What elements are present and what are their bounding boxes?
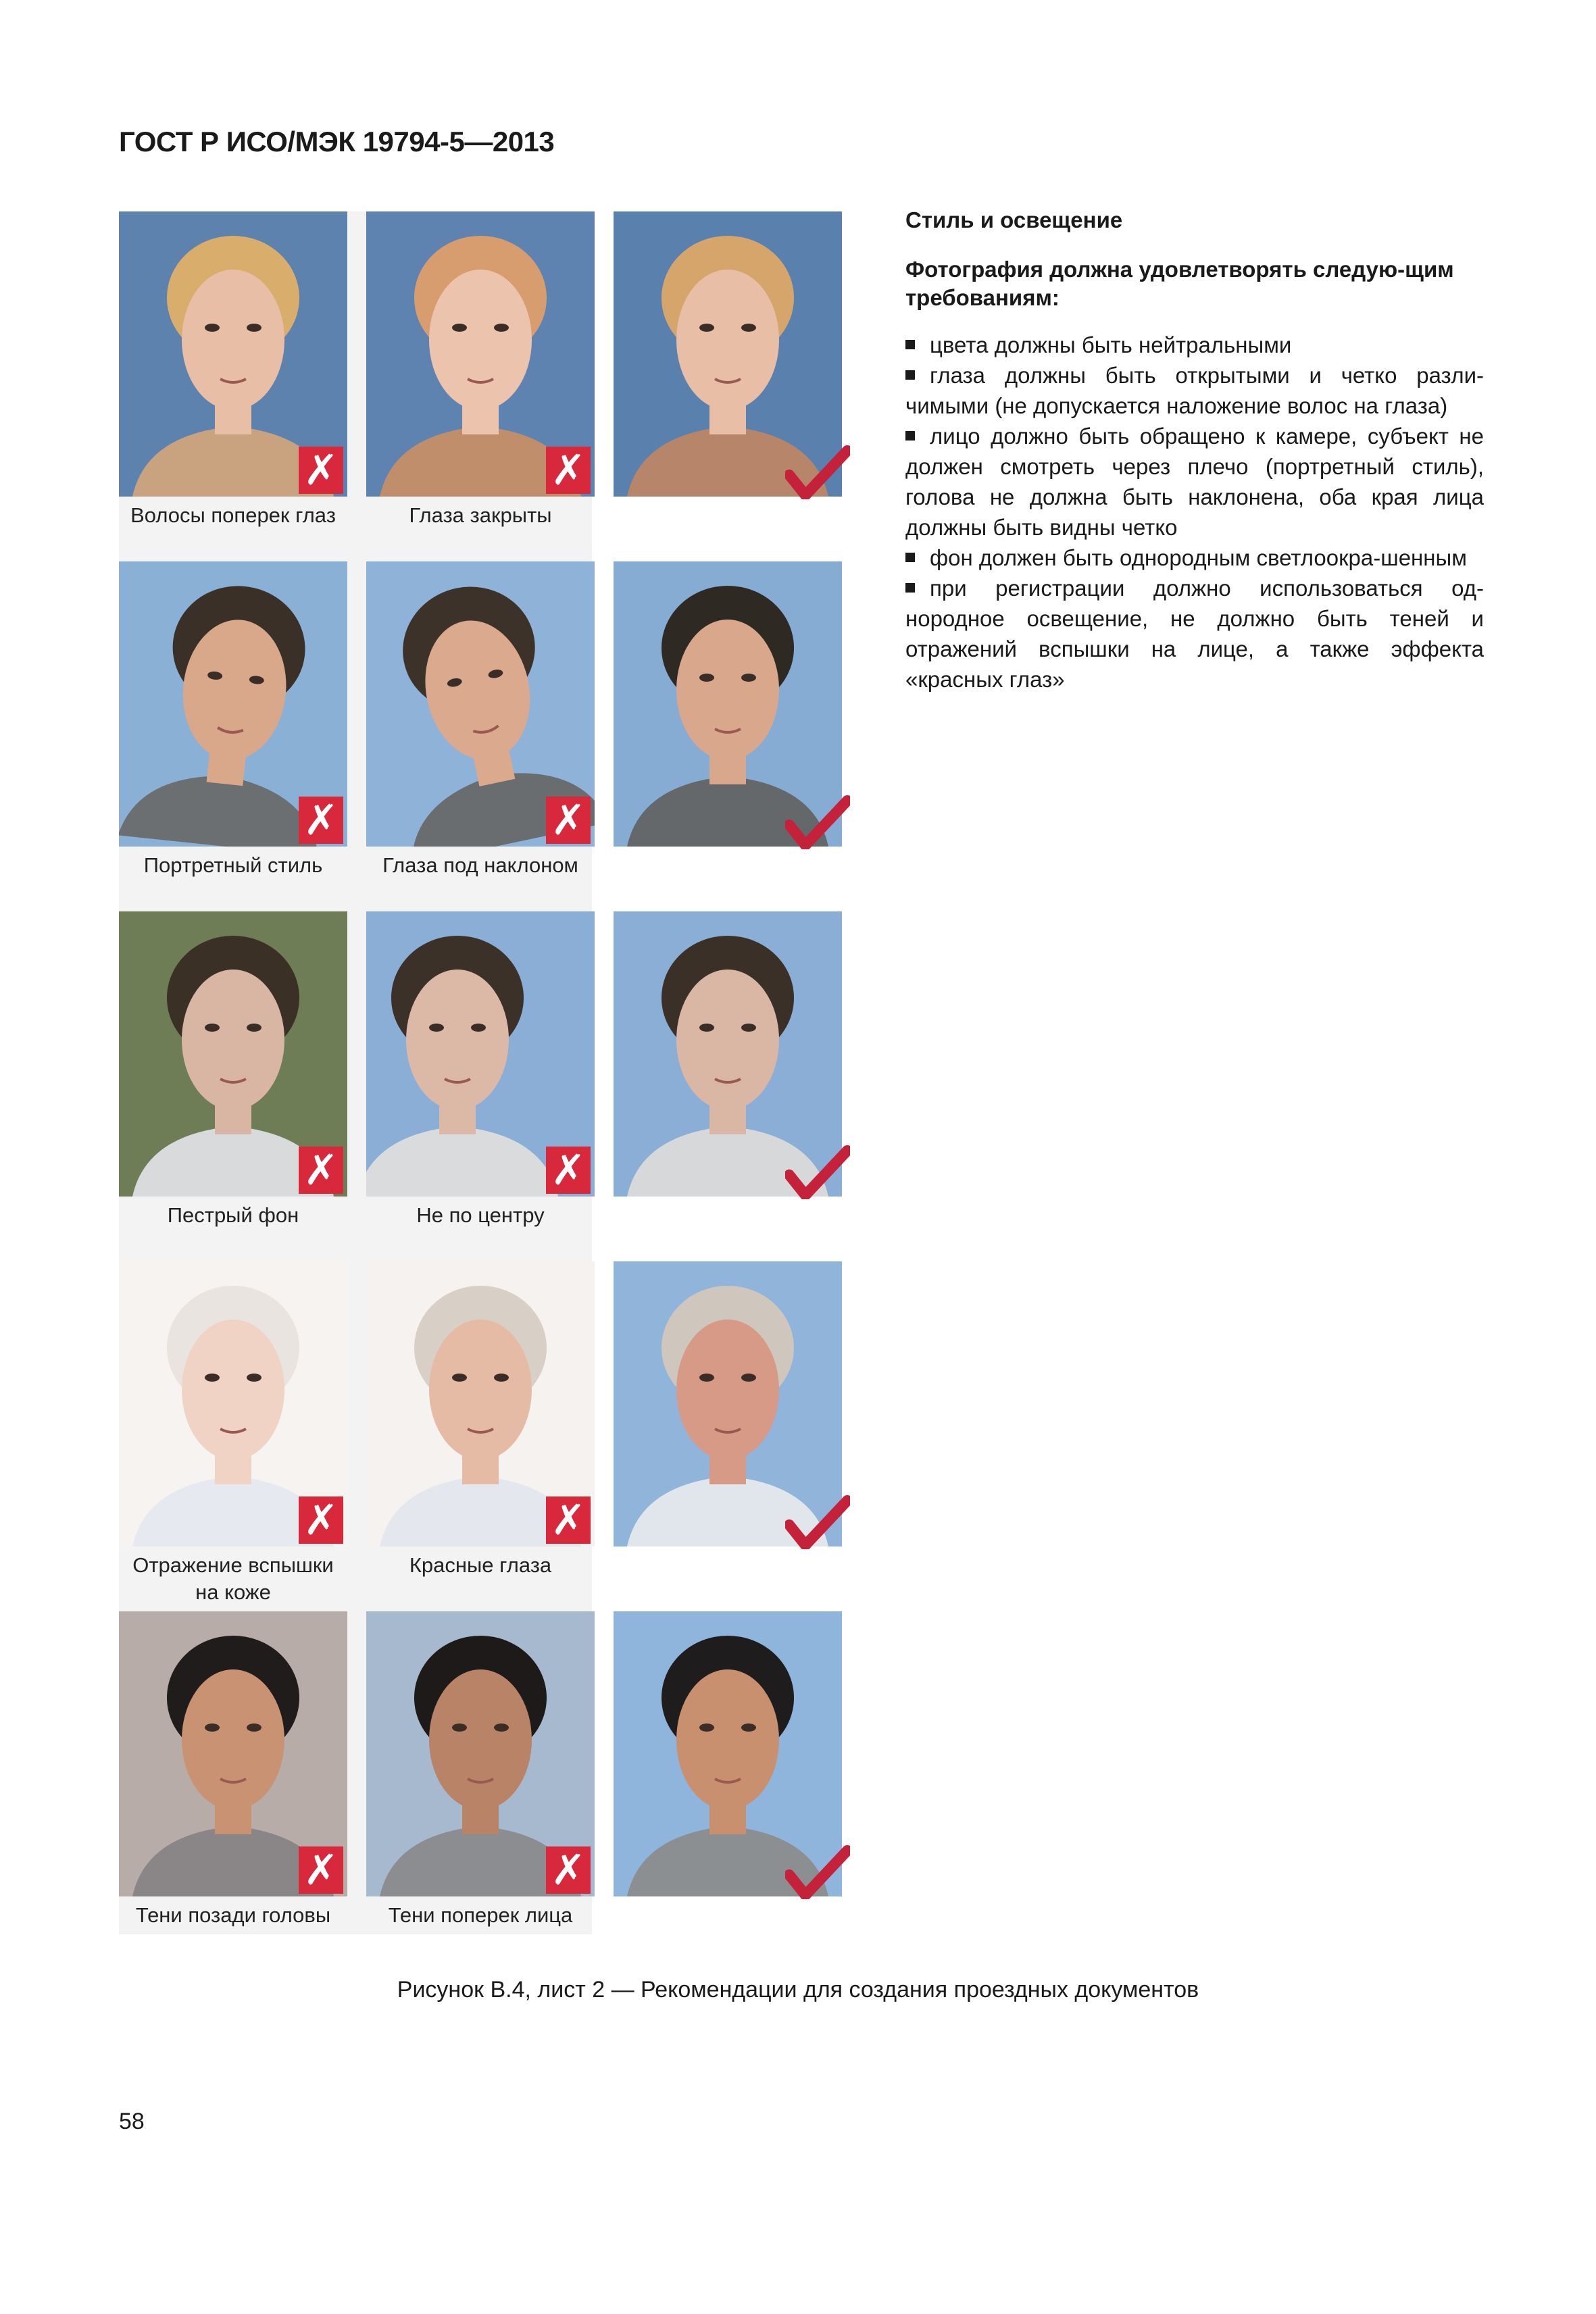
photo-example <box>614 211 842 497</box>
photo-example <box>614 911 842 1197</box>
cross-icon: ✗ <box>546 797 591 844</box>
photo-caption: Портретный стиль <box>143 853 323 877</box>
portrait-photo <box>119 1261 347 1546</box>
photo-caption: Глаза закрыты <box>409 503 552 527</box>
photo-example <box>366 561 595 906</box>
portrait-photo <box>119 211 347 497</box>
requirements-list <box>905 330 1484 695</box>
check-icon <box>785 445 850 499</box>
requirement-item: фон должен быть однородным светлоокра-шенным <box>905 543 1484 573</box>
page-number: 58 <box>119 2109 145 2134</box>
requirements-intro: Фотография должна удовлетворять следую-щим требованиям: <box>905 257 1454 310</box>
cross-icon: ✗ <box>546 1846 591 1894</box>
photo-example <box>366 1261 595 1606</box>
portrait-photo <box>119 1611 347 1896</box>
photo-caption: Глаза под наклоном <box>382 853 578 877</box>
cross-icon: ✗ <box>299 447 343 494</box>
portrait-photo <box>366 561 595 847</box>
photo-example <box>366 1611 595 1956</box>
photo-caption: Тени позади головы <box>135 1903 331 1927</box>
portrait-photo <box>119 561 347 847</box>
requirement-item: при регистрации должно использоваться од-нородное освещение, не должно быть теней и отражений вспышки на лице, а также эффекта «красных глаз» <box>905 576 1484 692</box>
photo-example <box>366 211 595 556</box>
document-header: ГОСТ Р ИСО/МЭК 19794-5—2013 <box>119 126 555 157</box>
square-bullet-icon <box>905 340 915 349</box>
requirements-column <box>905 200 1484 695</box>
portrait-photo <box>119 911 347 1197</box>
portrait-photo <box>366 211 595 497</box>
photo-caption: Тени поперек лица <box>388 1903 573 1927</box>
cross-icon: ✗ <box>546 1496 591 1544</box>
photo-example <box>119 911 347 1256</box>
square-bullet-icon <box>905 431 915 441</box>
portrait-photo <box>366 1611 595 1896</box>
section-title: Стиль и освещение <box>905 207 1123 232</box>
photo-example <box>614 1611 842 1896</box>
photo-caption: Отражение вспышки на коже <box>132 1553 334 1604</box>
photo-caption: Пестрый фон <box>167 1203 299 1227</box>
square-bullet-icon <box>905 583 915 593</box>
photo-caption: Красные глаза <box>409 1553 552 1577</box>
requirement-item: глаза должны быть открытыми и четко разли-чимыми (не допускается наложение волос на глаза) <box>905 363 1484 418</box>
square-bullet-icon <box>905 370 915 380</box>
figure-caption: Рисунок В.4, лист 2 — Рекомендации для создания проездных документов <box>397 1977 1199 2003</box>
requirement-item: лицо должно быть обращено к камере, субъект не должен смотреть через плечо (портретный стиль), голова не должна быть наклонена, оба края лица должны быть видны четко <box>905 424 1484 540</box>
portrait-photo <box>366 1261 595 1546</box>
portrait-photo <box>366 911 595 1197</box>
cross-icon: ✗ <box>299 1147 343 1194</box>
cross-icon: ✗ <box>299 1846 343 1894</box>
requirement-item: цвета должны быть нейтральными <box>905 330 1484 360</box>
photo-example <box>119 211 347 556</box>
photo-example <box>119 561 347 906</box>
check-icon <box>785 1845 850 1899</box>
check-icon <box>785 1495 850 1549</box>
check-icon <box>785 1145 850 1199</box>
photo-example <box>119 1261 347 1606</box>
photo-example <box>366 911 595 1256</box>
photo-examples-grid <box>119 211 592 1934</box>
photo-example <box>614 1261 842 1546</box>
cross-icon: ✗ <box>299 797 343 844</box>
cross-icon: ✗ <box>546 447 591 494</box>
photo-example <box>119 1611 347 1956</box>
square-bullet-icon <box>905 553 915 562</box>
photo-caption: Волосы поперек глаз <box>130 503 336 527</box>
photo-example <box>614 561 842 847</box>
cross-icon: ✗ <box>546 1147 591 1194</box>
photo-caption: Не по центру <box>416 1203 545 1227</box>
check-icon <box>785 795 850 849</box>
cross-icon: ✗ <box>299 1496 343 1544</box>
